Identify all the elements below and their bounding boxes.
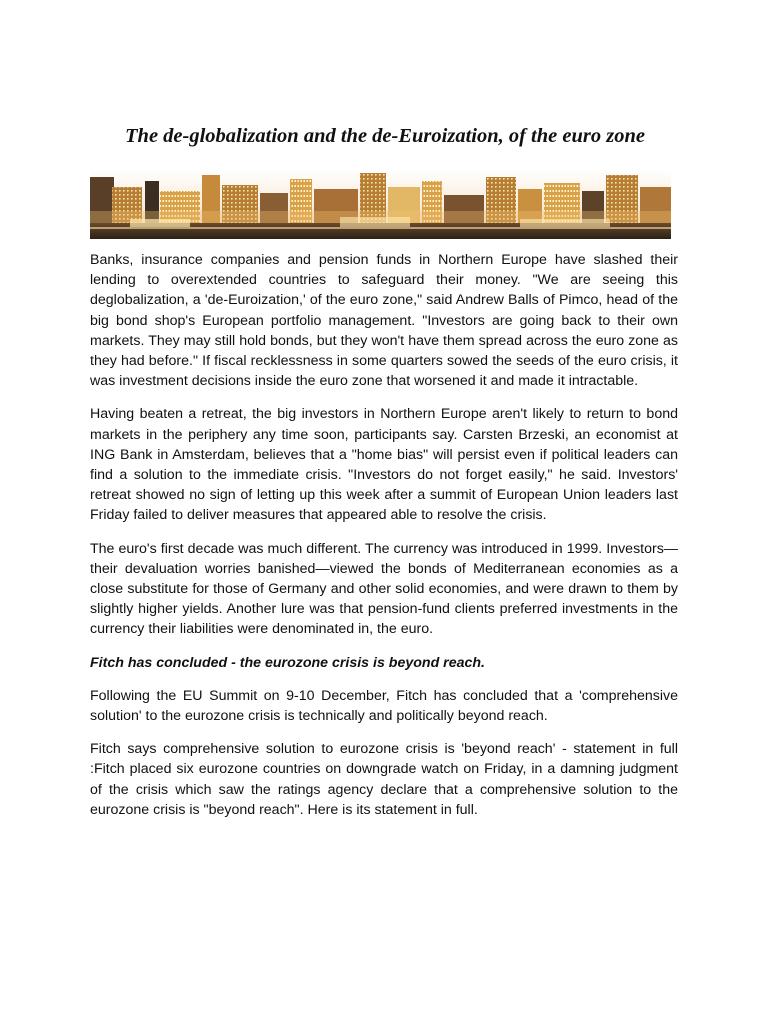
paragraph-2: Having beaten a retreat, the big investors in Northern Europe aren't likely to return to bond markets in the periphery any time soon, participants say. Carsten Brzeski, an economist at ING Bank in Amsterdam, believes that a "home bias" will persist even if political leaders can find a solution to the immediate crisis. "Investors do not forget easily," he said. Investors' retreat showed no sign of letting up this week after a summit of European Union leaders last Friday failed to deliver measures that appeared able to resolve the crisis.: [90, 406, 678, 524]
document-title: The de-globalization and the de-Euroization, of the euro zone: [125, 125, 645, 147]
section-subheading: Fitch has concluded - the eurozone crisis is beyond reach.: [90, 654, 485, 671]
city-skyline-banner-image: [90, 169, 671, 239]
paragraph-4: Following the EU Summit on 9-10 December, Fitch has concluded that a 'comprehensive solution' to the eurozone crisis is technically and politically beyond reach.: [90, 687, 678, 725]
paragraph-5: Fitch says comprehensive solution to eurozone crisis is 'beyond reach' - statement in full :Fitch placed six eurozone countries on downgrade watch on Friday, in a damning judgment of the crisis which saw the ratings agency declare that a comprehensive solution to the eurozone crisis is "beyond reach". Here is its statement in full.: [90, 741, 678, 818]
paragraph-3: The euro's first decade was much different. The currency was introduced in 1999. Investors—their devaluation worries banished—viewed the bonds of Mediterranean economies as a close substitute for those of Germany and other solid economies, and were drawn to them by slightly higher yields. Another lure was that pension-fund clients preferred investments in the currency their liabilities were denominated in, the euro.: [90, 540, 678, 638]
paragraph-1: Banks, insurance companies and pension funds in Northern Europe have slashed their lending to overextended countries to safeguard their money. "We are seeing this deglobalization, a 'de-Euroization,' of the euro zone," said Andrew Balls of Pimco, head of the big bond shop's European portfolio management. "Investors are going back to their own markets. They may still hold bonds, but they won't have them spread across the euro zone as they had before." If fiscal recklessness in some quarters sowed the seeds of the euro crisis, it was investment decisions inside the euro zone that worsened it and made it intractable.: [90, 252, 678, 390]
article-body: [90, 250, 678, 833]
